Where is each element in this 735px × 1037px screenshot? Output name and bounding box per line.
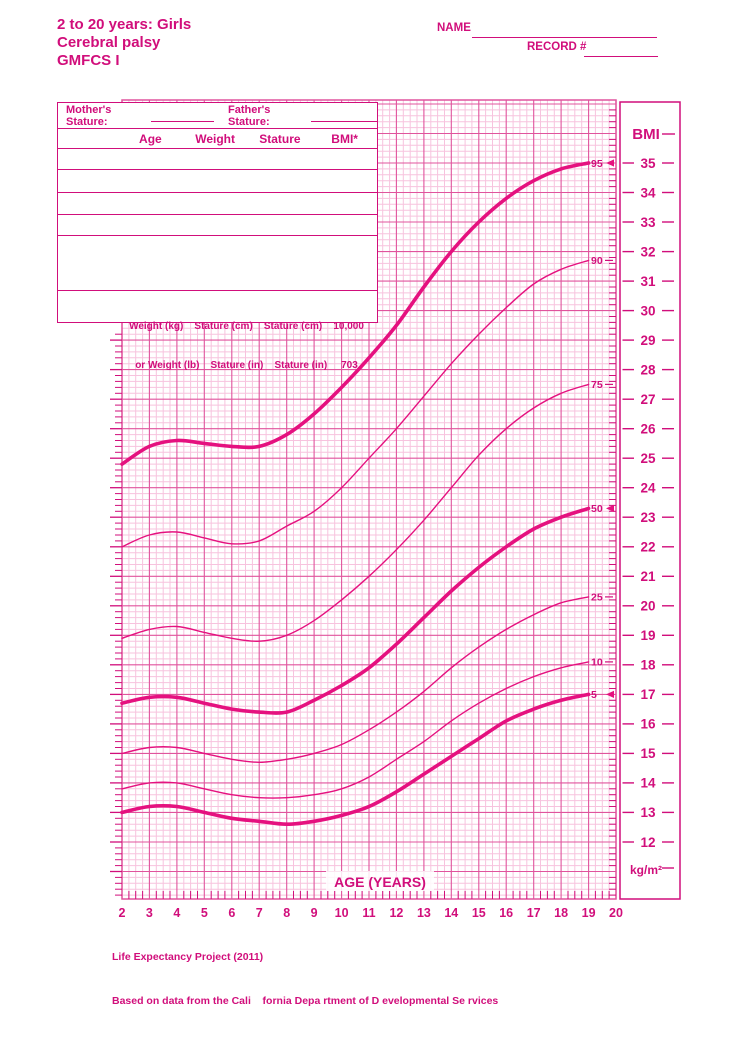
bmi-tick-label: 25 [640, 451, 656, 466]
age-tick-label: 6 [228, 906, 236, 920]
footer-line-1: Life Expectancy Project (2011) [112, 951, 264, 963]
age-tick-label: 5 [200, 906, 208, 920]
bmi-formula-line-2: or Weight (lb) Stature (in) Stature (in) 703 [135, 360, 358, 371]
column-header-age: Age [139, 131, 162, 146]
bmi-tick-label: 15 [640, 746, 656, 762]
bmi-tick-label: 21 [640, 569, 656, 585]
bmi-tick-label: 29 [640, 332, 656, 348]
record-label: RECORD # [527, 41, 587, 53]
age-tick-label: 4 [173, 906, 181, 920]
bmi-tick-label: 22 [640, 539, 656, 555]
bmi-tick-label: 20 [640, 598, 656, 614]
bmi-tick-label: 23 [640, 510, 656, 525]
bmi-axis-unit: kg/m² [629, 863, 663, 877]
table-empty-row [58, 193, 377, 215]
patient-data-table [57, 102, 378, 371]
age-tick-label: 11 [362, 906, 376, 920]
bmi-tick-label: 14 [640, 775, 656, 791]
table-empty-row [58, 170, 377, 193]
bmi-tick-label: 13 [640, 805, 656, 821]
age-tick-label: 15 [471, 906, 486, 920]
bmi-tick-label: 32 [640, 244, 656, 260]
age-tick-label: 16 [499, 906, 514, 920]
bmi-tick-label: 18 [640, 657, 656, 673]
father-stature-line [311, 109, 377, 122]
age-tick-label: 7 [255, 906, 263, 920]
bmi-tick-label: 12 [640, 834, 656, 850]
bmi-tick-label: 35 [640, 155, 656, 171]
age-tick-label: 10 [334, 906, 349, 920]
table-empty-row [58, 236, 377, 291]
age-tick-label: 13 [416, 906, 431, 920]
percentile-arrow-5 [606, 691, 614, 698]
bmi-tick-label: 34 [640, 185, 656, 201]
bmi-formula [58, 291, 377, 371]
column-header-stature: Stature [259, 131, 301, 146]
age-tick-label: 19 [581, 906, 596, 920]
table-empty-row [58, 215, 377, 236]
percentile-label-50: 50 [591, 503, 603, 516]
footer-line-2: Based on data from the Cali fornia Depa rtment of D evelopmental Se rvices [112, 994, 499, 1007]
bmi-tick-label: 19 [640, 628, 656, 644]
percentile-label-5: 5 [591, 689, 597, 702]
title-line-condition: Cerebral palsy [57, 34, 161, 51]
age-axis-labels [119, 906, 623, 920]
bmi-formula-line-1: Weight (kg) Stature (cm) Stature (cm) 10,000 [129, 321, 364, 332]
percentile-arrow-95 [606, 159, 614, 166]
name-label: NAME [437, 22, 471, 34]
age-tick-label: 14 [444, 906, 459, 920]
age-tick-label: 20 [609, 906, 623, 920]
percentile-label-95: 95 [591, 157, 603, 170]
bmi-tick-label: 24 [640, 480, 656, 496]
age-tick-label: 9 [310, 906, 318, 920]
column-header-bmi: BMI* [331, 131, 358, 146]
percentile-label-75: 75 [591, 379, 603, 392]
title-line-age-sex: 2 to 20 years: Girls [57, 16, 192, 33]
page-title [57, 16, 191, 70]
father-stature-label: Father's Stature: [228, 103, 271, 128]
bmi-tick-label: 28 [640, 362, 656, 378]
bmi-tick-label: 33 [640, 214, 656, 230]
record-field-line [584, 42, 658, 57]
parent-stature-row [58, 103, 377, 129]
bmi-tick-label: 26 [640, 421, 656, 437]
age-tick-label: 8 [283, 906, 291, 920]
title-line-gmfcs: GMFCS I [57, 52, 120, 69]
table-empty-row [58, 149, 377, 170]
bmi-tick-label: 16 [640, 716, 656, 732]
bmi-tick-label: 27 [640, 392, 656, 407]
age-tick-label: 17 [526, 906, 541, 920]
age-tick-label: 18 [554, 906, 569, 920]
bmi-tick-label: 30 [640, 303, 656, 319]
age-axis-title: AGE (YEARS) [334, 874, 426, 890]
age-tick-label: 12 [389, 906, 404, 920]
bmi-tick-label: 17 [640, 687, 656, 703]
bmi-axis-box [620, 102, 680, 899]
table-column-headers [58, 129, 377, 149]
percentile-label-90: 90 [591, 255, 603, 268]
column-header-weight: Weight [195, 131, 236, 146]
name-field-line [472, 23, 657, 38]
age-tick-label: 2 [118, 906, 126, 920]
mother-stature-line [151, 109, 214, 122]
mother-stature-label: Mother's Stature: [66, 103, 112, 128]
percentile-label-25: 25 [591, 591, 603, 604]
source-attribution [112, 921, 498, 1037]
percentile-label-10: 10 [591, 656, 603, 669]
bmi-tick-label: 31 [640, 273, 656, 289]
age-tick-label: 3 [145, 906, 153, 920]
bmi-axis-title: BMI [632, 126, 660, 143]
